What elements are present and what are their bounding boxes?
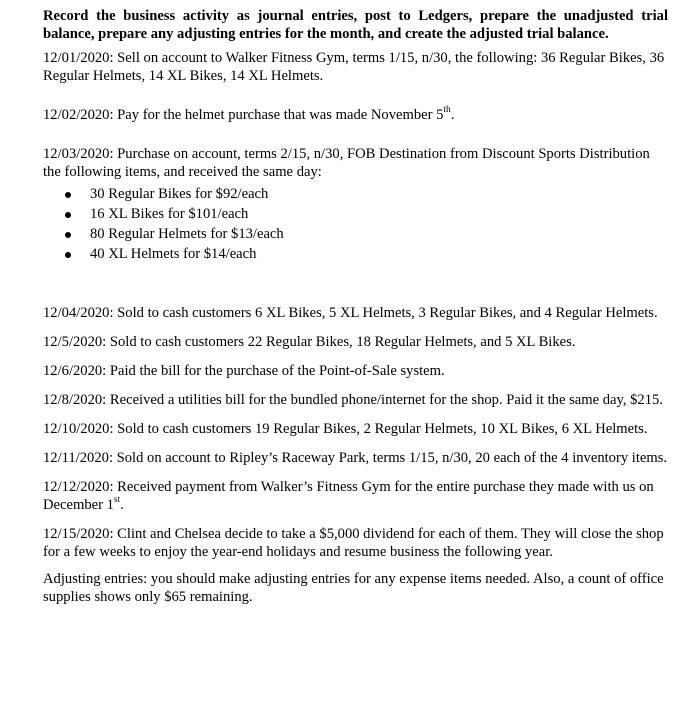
entry-12-12-end: . [120, 497, 124, 513]
bullet-icon [65, 252, 71, 258]
entry-12-02 [43, 106, 668, 124]
adjusting-entries-note: Adjusting entries: you should make adjusting entries for any expense items needed. Also, a count of office supplies shows only $65 remaining. [43, 571, 664, 605]
entry-12-05: 12/5/2020: Sold to cash customers 22 Regular Bikes, 18 Regular Helmets, and 5 XL Bikes. [43, 334, 576, 350]
entry-12-02-text: 12/02/2020: Pay for the helmet purchase that was made November 5 [43, 107, 444, 123]
entry-12-12 [43, 478, 668, 514]
list-item [43, 204, 668, 224]
instructions-heading: Record the business activity as journal entries, post to Ledgers, prepare the unadjusted trial balance, prepare any adjusting entries for the month, and create the adjusted trial balance. [43, 8, 668, 42]
list-item [43, 224, 668, 244]
list-item-text: 30 Regular Bikes for $92/each [90, 186, 269, 202]
bullet-icon [65, 232, 71, 238]
entry-12-11: 12/11/2020: Sold on account to Ripley’s Raceway Park, terms 1/15, n/30, 20 each of the 4 inventory items. [43, 450, 668, 466]
document-body [43, 7, 668, 606]
entry-12-03: 12/03/2020: Purchase on account, terms 2/15, n/30, FOB Destination from Discount Sports Distribution the following items, and received the same day: [43, 146, 650, 180]
list-item [43, 244, 668, 264]
entry-12-10: 12/10/2020: Sold to cash customers 19 Regular Bikes, 2 Regular Helmets, 10 XL Bikes, 6 XL Helmets. [43, 421, 648, 437]
entry-12-12-text: 12/12/2020: Received payment from Walker’s Fitness Gym for the entire purchase they made with us on December 1 [43, 479, 654, 513]
bullet-icon [65, 192, 71, 198]
entry-12-15: 12/15/2020: Clint and Chelsea decide to take a $5,000 dividend for each of them. They will close the shop for a few weeks to enjoy the year-end holidays and resume business the following year. [43, 526, 664, 560]
list-item-text: 80 Regular Helmets for $13/each [90, 226, 284, 242]
entry-12-02-end: . [450, 107, 455, 123]
entry-12-01: 12/01/2020: Sell on account to Walker Fitness Gym, terms 1/15, n/30, the following: 36 Regular Bikes, 36 Regular Helmets, 14 XL Bikes, 14 XL Helmets. [43, 50, 665, 84]
list-item-text: 40 XL Helmets for $14/each [90, 246, 257, 262]
entry-12-04: 12/04/2020: Sold to cash customers 6 XL Bikes, 5 XL Helmets, 3 Regular Bikes, and 4 Regular Helmets. [43, 305, 658, 321]
bullet-icon [65, 212, 71, 218]
list-item [43, 184, 668, 204]
purchase-item-list [43, 184, 668, 264]
entry-12-08: 12/8/2020: Received a utilities bill for the bundled phone/internet for the shop. Paid it the same day, $215. [43, 392, 663, 408]
list-item-text: 16 XL Bikes for $101/each [90, 206, 249, 222]
entry-12-02-superscript: th [443, 105, 451, 116]
entry-12-12-superscript: st [113, 495, 121, 506]
entry-12-06: 12/6/2020: Paid the bill for the purchase of the Point-of-Sale system. [43, 363, 445, 379]
